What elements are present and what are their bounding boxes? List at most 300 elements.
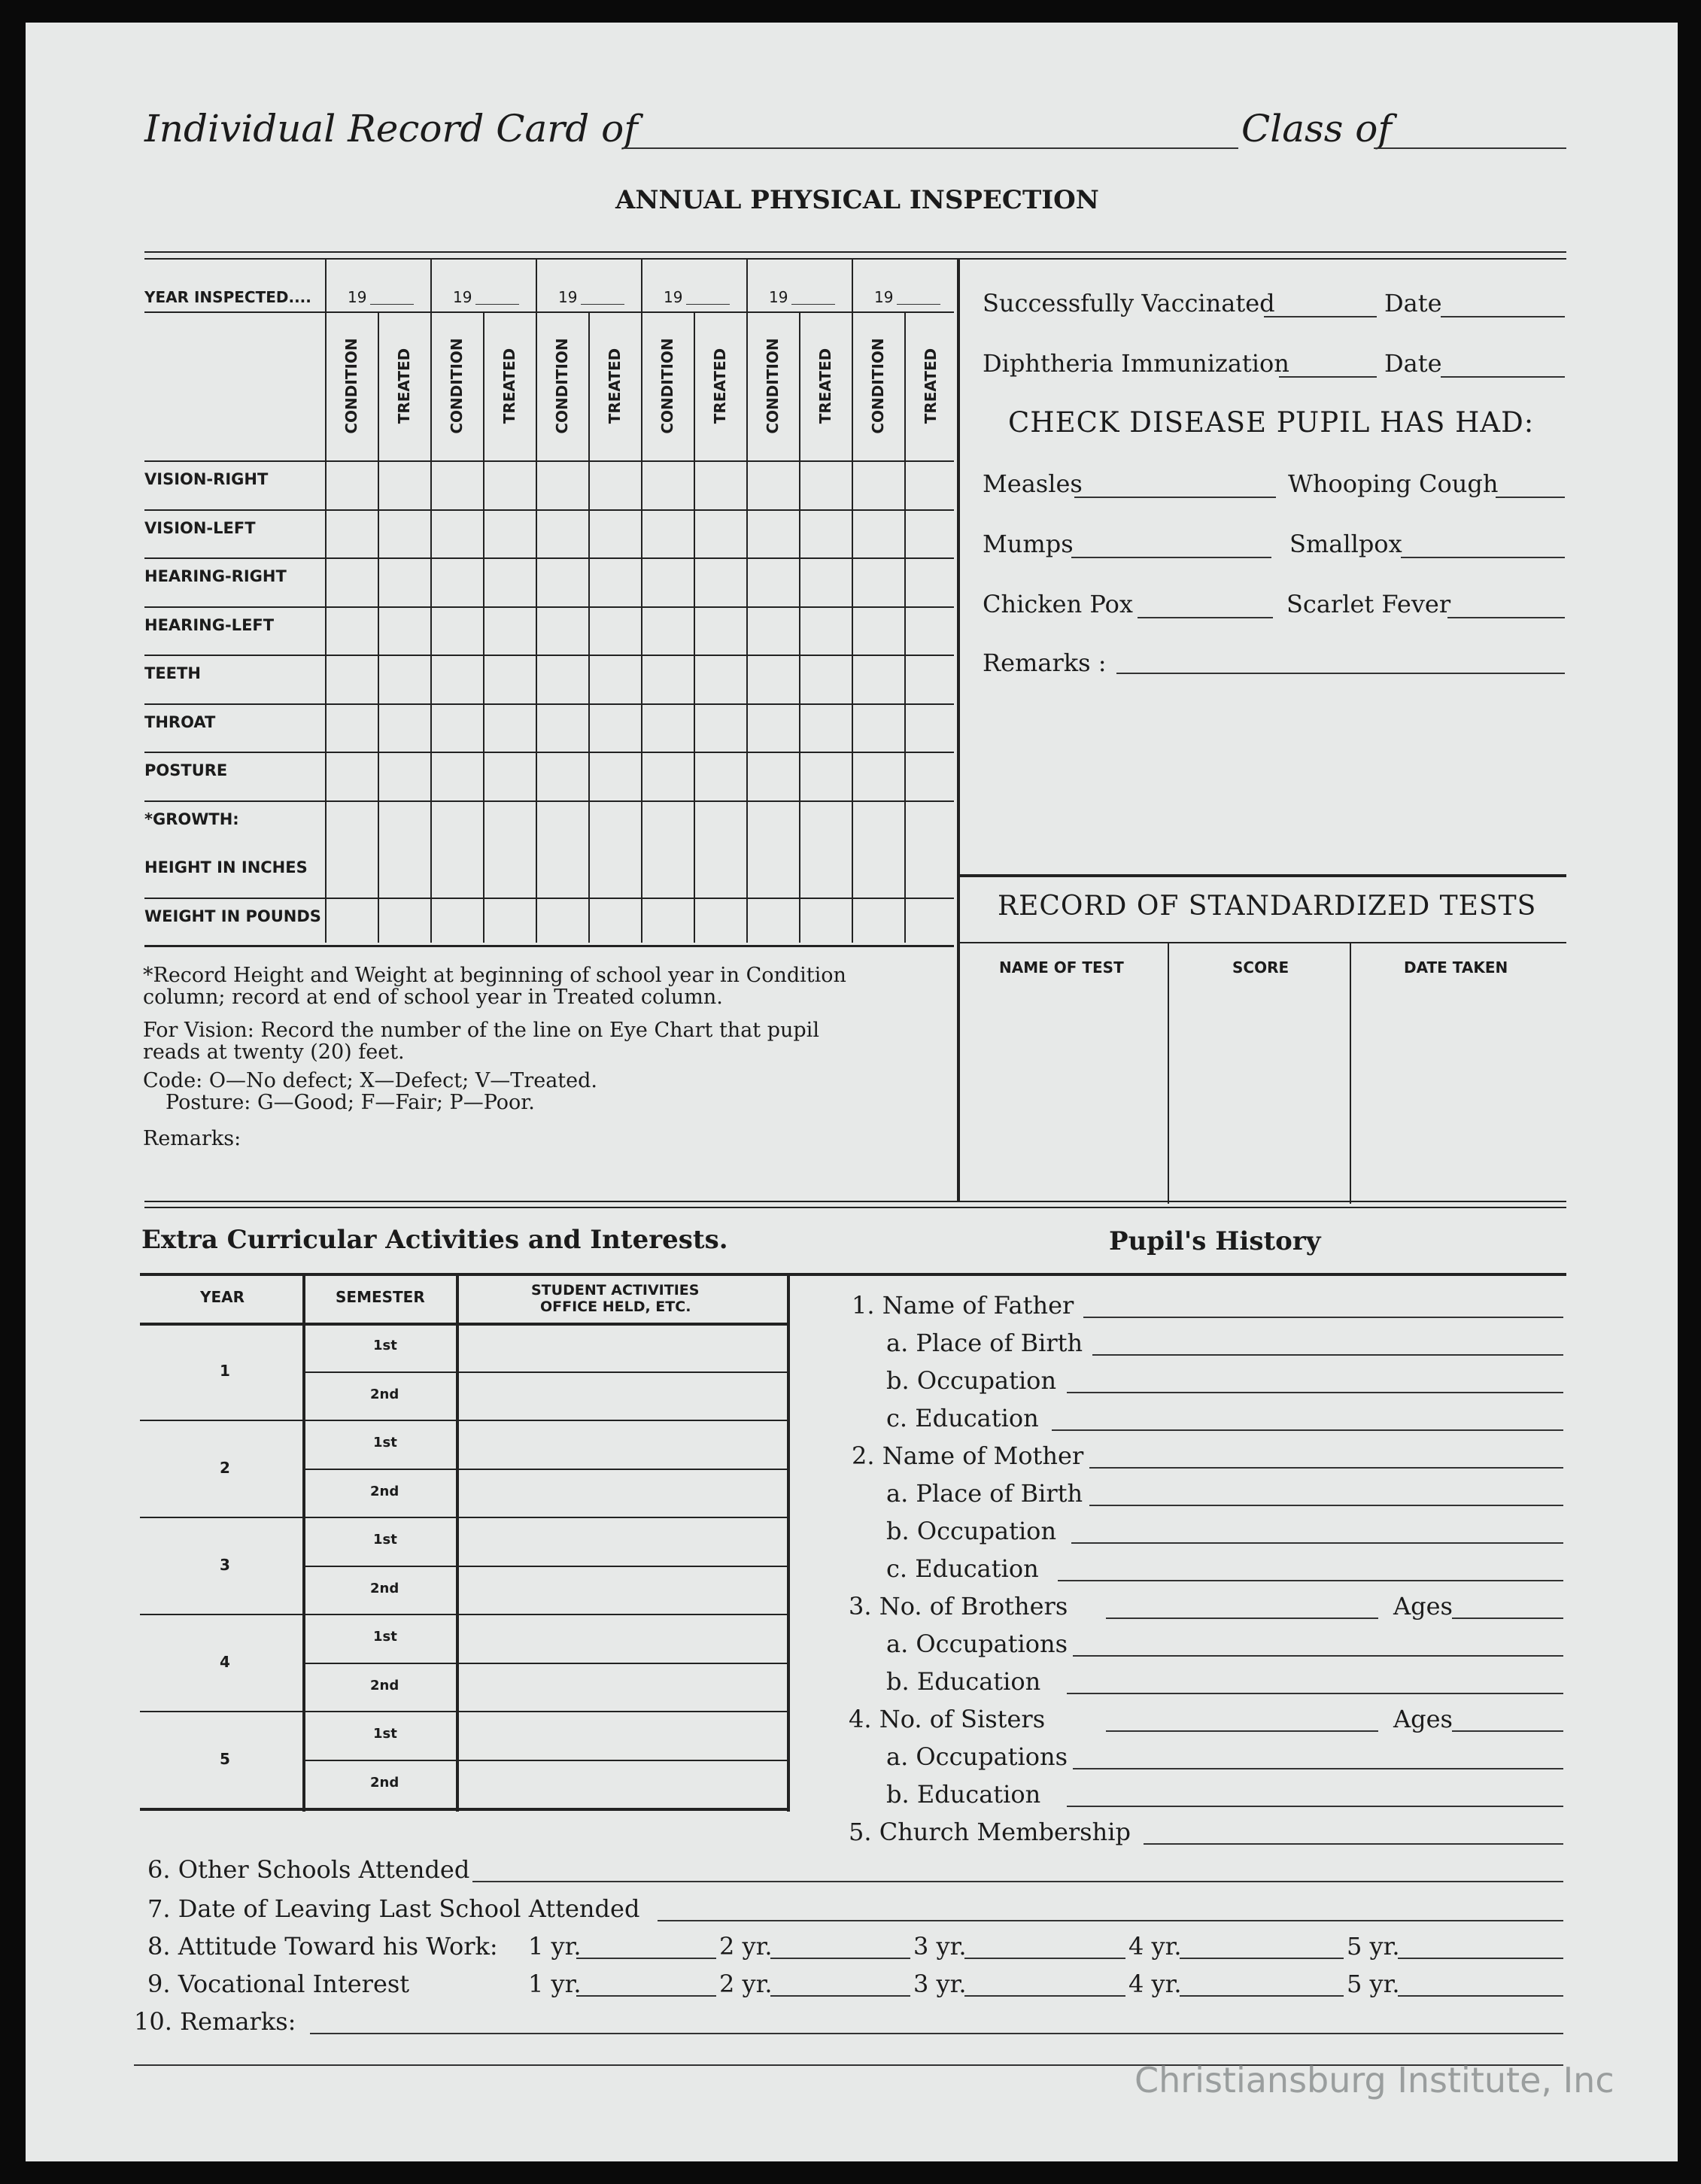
history-i3-field[interactable] xyxy=(1106,1617,1378,1619)
inspection-cell[interactable] xyxy=(536,801,588,849)
inspection-cell[interactable] xyxy=(800,801,851,849)
col-activities-2: OFFICE HELD, ETC. xyxy=(540,1299,691,1315)
activity-year: 3 xyxy=(220,1556,230,1574)
inspection-row-label: POSTURE xyxy=(144,761,228,779)
measles-field[interactable] xyxy=(1074,497,1276,498)
inspection-cell[interactable] xyxy=(326,704,377,752)
year-field[interactable] xyxy=(370,304,414,305)
inspection-cell[interactable] xyxy=(642,801,693,849)
inspection-cell[interactable] xyxy=(694,461,746,509)
inspection-cell[interactable] xyxy=(431,461,482,509)
year-field[interactable] xyxy=(1398,1958,1563,1959)
inspection-cell[interactable] xyxy=(905,655,956,703)
inspection-cell[interactable] xyxy=(642,849,693,897)
watermark: Christiansburg Institute, Inc xyxy=(1135,2060,1614,2100)
inspection-cell[interactable] xyxy=(694,849,746,897)
semester-1st: 1st xyxy=(373,1338,397,1353)
inspection-cell[interactable] xyxy=(484,801,535,849)
semester-1st: 1st xyxy=(373,1435,397,1450)
history-i1-label: 1. Name of Father xyxy=(852,1291,1074,1320)
inspection-note: reads at twenty (20) feet. xyxy=(143,1040,405,1064)
inspection-cell[interactable] xyxy=(905,752,956,800)
student-name-line[interactable] xyxy=(623,147,1238,149)
history-i2b-label: b. Occupation xyxy=(886,1517,1057,1545)
inspection-cell[interactable] xyxy=(905,607,956,655)
tests-col-date: DATE TAKEN xyxy=(1404,958,1508,977)
scarlet-field[interactable] xyxy=(1447,617,1565,618)
inspection-cell[interactable] xyxy=(484,752,535,800)
check-disease-title: CHECK DISEASE PUPIL HAS HAD: xyxy=(1008,406,1535,439)
inspection-cell[interactable] xyxy=(378,461,430,509)
inspection-cell[interactable] xyxy=(800,849,851,897)
inspection-cell[interactable] xyxy=(852,704,904,752)
tests-name-area[interactable] xyxy=(961,986,1165,1196)
inspection-cell[interactable] xyxy=(378,704,430,752)
inspection-cell[interactable] xyxy=(694,801,746,849)
year-4-label: 4 yr. xyxy=(1128,1932,1182,1961)
tests-score-area[interactable] xyxy=(1171,986,1347,1196)
inspection-cell[interactable] xyxy=(378,510,430,557)
inspection-row-label: WEIGHT IN POUNDS xyxy=(144,907,321,925)
inspection-cell[interactable] xyxy=(589,461,640,509)
inspection-note: For Vision: Record the number of the line on Eye Chart that pupil xyxy=(143,1019,819,1042)
history-i4b-field[interactable] xyxy=(1067,1806,1563,1807)
inspection-cell[interactable] xyxy=(747,752,798,800)
inspection-cell[interactable] xyxy=(642,752,693,800)
treated-header: TREATED xyxy=(500,348,518,424)
inspection-cell[interactable] xyxy=(536,752,588,800)
inspection-cell[interactable] xyxy=(326,752,377,800)
tests-date-area[interactable] xyxy=(1353,986,1563,1196)
year-field[interactable] xyxy=(1180,1995,1344,1997)
year-5-label: 5 yr. xyxy=(1347,1970,1400,1998)
year-2-label: 2 yr. xyxy=(719,1932,773,1961)
year-field[interactable] xyxy=(576,1958,716,1959)
inspection-cell[interactable] xyxy=(484,898,535,946)
inspection-cell[interactable] xyxy=(378,655,430,703)
semester-2nd: 2nd xyxy=(370,1483,399,1499)
inspection-cell[interactable] xyxy=(326,510,377,557)
inspection-cell[interactable] xyxy=(642,655,693,703)
inspection-cell[interactable] xyxy=(747,655,798,703)
treated-header: TREATED xyxy=(606,348,624,424)
inspection-cell[interactable] xyxy=(536,461,588,509)
page-title: ANNUAL PHYSICAL INSPECTION xyxy=(615,185,1099,215)
activity-cell[interactable] xyxy=(459,1470,784,1516)
activity-cell[interactable] xyxy=(459,1518,784,1564)
inspection-cell[interactable] xyxy=(852,607,904,655)
whooping-field[interactable] xyxy=(1496,497,1565,498)
year-field[interactable] xyxy=(897,304,940,305)
inspection-cell[interactable] xyxy=(905,704,956,752)
top-rule xyxy=(144,251,1566,253)
measles-label: Measles xyxy=(983,469,1083,498)
inspection-cell[interactable] xyxy=(378,558,430,606)
inspection-cell[interactable] xyxy=(484,461,535,509)
inspection-cell[interactable] xyxy=(378,801,430,849)
inspection-cell[interactable] xyxy=(431,752,482,800)
inspection-cell[interactable] xyxy=(800,558,851,606)
inspection-cell[interactable] xyxy=(536,558,588,606)
inspection-cell[interactable] xyxy=(589,655,640,703)
inspection-cell[interactable] xyxy=(326,558,377,606)
activity-year: 2 xyxy=(220,1459,230,1477)
inspection-cell[interactable] xyxy=(431,607,482,655)
semester-1st: 1st xyxy=(373,1532,397,1548)
item8-label: 8. Attitude Toward his Work: xyxy=(147,1932,498,1961)
inspection-note: Posture: G—Good; F—Fair; P—Poor. xyxy=(166,1091,535,1114)
history-i2c-label: c. Education xyxy=(886,1554,1039,1583)
inspection-cell[interactable] xyxy=(378,849,430,897)
col-semester: SEMESTER xyxy=(336,1288,425,1306)
inspection-cell[interactable] xyxy=(378,898,430,946)
smallpox-label: Smallpox xyxy=(1289,530,1402,558)
col-activities-1: STUDENT ACTIVITIES xyxy=(531,1282,700,1299)
inspection-cell[interactable] xyxy=(536,510,588,557)
inspection-cell[interactable] xyxy=(326,801,377,849)
mumps-label: Mumps xyxy=(983,530,1074,558)
year-19-label: 19 xyxy=(769,288,788,306)
year-4-label: 4 yr. xyxy=(1128,1970,1182,1998)
year-field[interactable] xyxy=(964,1958,1125,1959)
inspection-cell[interactable] xyxy=(642,510,693,557)
inspection-cell[interactable] xyxy=(694,704,746,752)
inspection-cell[interactable] xyxy=(431,558,482,606)
year-1-label: 1 yr. xyxy=(528,1932,582,1961)
activity-year: 4 xyxy=(220,1653,230,1671)
ages-field[interactable] xyxy=(1452,1617,1563,1619)
inspection-cell[interactable] xyxy=(747,704,798,752)
year-line xyxy=(140,1808,787,1811)
history-title: Pupil's History xyxy=(1109,1226,1321,1256)
mumps-field[interactable] xyxy=(1071,557,1271,558)
inspection-cell[interactable] xyxy=(536,704,588,752)
history-i3-label: 3. No. of Brothers xyxy=(849,1592,1068,1621)
history-i2b-field[interactable] xyxy=(1071,1542,1563,1544)
year-19-label: 19 xyxy=(348,288,367,306)
year-field[interactable] xyxy=(475,304,519,305)
inspection-cell[interactable] xyxy=(536,607,588,655)
year-19-label: 19 xyxy=(664,288,683,306)
semester-2nd: 2nd xyxy=(370,1774,399,1791)
item6-label: 6. Other Schools Attended xyxy=(147,1855,470,1884)
inspection-cell[interactable] xyxy=(694,655,746,703)
tests-title: RECORD OF STANDARDIZED TESTS xyxy=(998,891,1537,922)
top-rule-2 xyxy=(144,258,1566,260)
chicken-label: Chicken Pox xyxy=(983,590,1133,618)
tests-col-name: NAME OF TEST xyxy=(999,958,1124,977)
inspection-cell[interactable] xyxy=(536,849,588,897)
year-field[interactable] xyxy=(964,1995,1125,1997)
item6-field[interactable] xyxy=(472,1881,1563,1882)
inspection-cell[interactable] xyxy=(852,898,904,946)
ages-label: Ages xyxy=(1393,1592,1453,1621)
history-i1b-field[interactable] xyxy=(1067,1392,1563,1393)
activity-cell[interactable] xyxy=(459,1615,784,1661)
history-i2c-field[interactable] xyxy=(1058,1580,1563,1581)
treated-header: TREATED xyxy=(922,348,940,424)
inspection-cell[interactable] xyxy=(905,801,956,849)
inspection-cell[interactable] xyxy=(484,607,535,655)
year-field[interactable] xyxy=(1398,1995,1563,1997)
inspection-row-label: VISION-LEFT xyxy=(144,518,256,537)
group-divider xyxy=(957,258,960,1202)
inspection-cell[interactable] xyxy=(800,461,851,509)
inspection-cell[interactable] xyxy=(852,461,904,509)
inspection-cell[interactable] xyxy=(431,510,482,557)
history-i2a-field[interactable] xyxy=(1089,1505,1563,1506)
inspection-cell[interactable] xyxy=(800,607,851,655)
inspection-cell[interactable] xyxy=(431,655,482,703)
year-field[interactable] xyxy=(1180,1958,1344,1959)
year-2-label: 2 yr. xyxy=(719,1970,773,1998)
ages-field[interactable] xyxy=(1452,1730,1563,1732)
inspection-cell[interactable] xyxy=(800,655,851,703)
year-field[interactable] xyxy=(770,1958,910,1959)
activity-cell[interactable] xyxy=(459,1421,784,1467)
inspection-cell[interactable] xyxy=(378,607,430,655)
year-field[interactable] xyxy=(686,304,730,305)
history-i2-field[interactable] xyxy=(1089,1467,1563,1469)
inspection-row-label: HEIGHT IN INCHES xyxy=(144,858,308,876)
activity-cell[interactable] xyxy=(459,1567,784,1613)
inspection-cell[interactable] xyxy=(431,849,482,897)
condition-header: CONDITION xyxy=(342,338,360,434)
condition-header: CONDITION xyxy=(658,338,676,434)
inspection-cell[interactable] xyxy=(536,898,588,946)
inspection-cell[interactable] xyxy=(484,704,535,752)
activities-title: Extra Curricular Activities and Interests. xyxy=(141,1225,728,1255)
inspection-cell[interactable] xyxy=(905,510,956,557)
year-inspected-label: YEAR INSPECTED.... xyxy=(144,288,311,306)
inspection-cell[interactable] xyxy=(694,510,746,557)
history-i3a-field[interactable] xyxy=(1073,1655,1563,1657)
smallpox-field[interactable] xyxy=(1401,557,1565,558)
middle-rule-2 xyxy=(144,1207,1566,1208)
tests-col-score: SCORE xyxy=(1232,958,1289,977)
inspection-cell[interactable] xyxy=(694,558,746,606)
activity-cell[interactable] xyxy=(459,1712,784,1758)
history-i4b-label: b. Education xyxy=(886,1780,1041,1809)
year-19-label: 19 xyxy=(558,288,578,306)
year-sem-divider xyxy=(302,1274,305,1812)
year-field[interactable] xyxy=(576,1995,716,1997)
year-19-label: 19 xyxy=(874,288,894,306)
year-19-label: 19 xyxy=(453,288,472,306)
item10-field[interactable] xyxy=(310,2033,1563,2034)
inspection-cell[interactable] xyxy=(589,801,640,849)
inspection-row-label: THROAT xyxy=(144,712,216,731)
inspection-cell[interactable] xyxy=(642,607,693,655)
inspection-row-label: TEETH xyxy=(144,664,201,682)
history-i3a-label: a. Occupations xyxy=(886,1630,1068,1658)
inspection-cell[interactable] xyxy=(326,461,377,509)
class-of-line[interactable] xyxy=(1374,147,1566,149)
inspection-cell[interactable] xyxy=(589,752,640,800)
activities-top-rule xyxy=(140,1273,787,1276)
history-i2a-label: a. Place of Birth xyxy=(886,1479,1083,1508)
history-i4a-field[interactable] xyxy=(1073,1768,1563,1769)
inspection-cell[interactable] xyxy=(642,461,693,509)
condition-header: CONDITION xyxy=(448,338,466,434)
activity-cell[interactable] xyxy=(459,1761,784,1807)
inspection-cell[interactable] xyxy=(694,607,746,655)
inspection-cell[interactable] xyxy=(431,898,482,946)
inspection-cell[interactable] xyxy=(905,898,956,946)
whooping-label: Whooping Cough xyxy=(1288,469,1499,498)
condition-header: CONDITION xyxy=(869,338,887,434)
inspection-cell[interactable] xyxy=(589,607,640,655)
ages-label: Ages xyxy=(1393,1705,1453,1733)
inspection-cell[interactable] xyxy=(800,898,851,946)
history-i1c-field[interactable] xyxy=(1052,1429,1563,1431)
history-top-rule xyxy=(787,1273,1566,1276)
history-i1b-label: b. Occupation xyxy=(886,1366,1057,1395)
inspection-cell[interactable] xyxy=(431,704,482,752)
inspection-cell[interactable] xyxy=(589,704,640,752)
tests-col-divider xyxy=(1350,943,1351,1204)
year-field[interactable] xyxy=(581,304,624,305)
table-bottom-line xyxy=(144,945,954,946)
date-label: Date xyxy=(1384,349,1442,378)
year-1-label: 1 yr. xyxy=(528,1970,582,1998)
inspection-cell[interactable] xyxy=(747,801,798,849)
history-i5-field[interactable] xyxy=(1144,1843,1563,1845)
diphtheria-field[interactable] xyxy=(1279,376,1377,378)
inspection-cell[interactable] xyxy=(589,558,640,606)
inspection-cell[interactable] xyxy=(905,849,956,897)
inspection-cell[interactable] xyxy=(484,558,535,606)
activity-year: 5 xyxy=(220,1750,230,1768)
inspection-note: column; record at end of school year in Treated column. xyxy=(143,986,723,1009)
history-i1c-label: c. Education xyxy=(886,1404,1039,1432)
inspection-cell[interactable] xyxy=(484,655,535,703)
activity-cell[interactable] xyxy=(459,1373,784,1419)
date-label: Date xyxy=(1384,289,1442,317)
inspection-cell[interactable] xyxy=(484,849,535,897)
item7-label: 7. Date of Leaving Last School Attended xyxy=(147,1894,640,1923)
year-field[interactable] xyxy=(791,304,835,305)
tests-header-rule xyxy=(957,942,1566,943)
year-5-label: 5 yr. xyxy=(1347,1932,1400,1961)
activity-cell[interactable] xyxy=(459,1324,784,1370)
diphtheria-label: Diphtheria Immunization xyxy=(983,349,1289,378)
inspection-cell[interactable] xyxy=(852,801,904,849)
inspection-cell[interactable] xyxy=(905,461,956,509)
inspection-cell[interactable] xyxy=(800,704,851,752)
inspection-cell[interactable] xyxy=(852,655,904,703)
inspection-cell[interactable] xyxy=(642,558,693,606)
inspection-cell[interactable] xyxy=(852,558,904,606)
activities-right-border xyxy=(787,1274,790,1812)
history-i5-label: 5. Church Membership xyxy=(849,1818,1131,1846)
inspection-cell[interactable] xyxy=(852,849,904,897)
treated-header: TREATED xyxy=(816,348,834,424)
semester-2nd: 2nd xyxy=(370,1386,399,1402)
inspection-cell[interactable] xyxy=(536,655,588,703)
history-i1a-label: a. Place of Birth xyxy=(886,1329,1083,1357)
inspection-note: *Record Height and Weight at beginning of school year in Condition xyxy=(143,964,846,987)
history-i4-field[interactable] xyxy=(1106,1730,1378,1732)
item7-field[interactable] xyxy=(658,1920,1563,1921)
treated-header: TREATED xyxy=(395,348,413,424)
inspection-cell[interactable] xyxy=(747,849,798,897)
col-year: YEAR xyxy=(200,1288,245,1306)
history-i1-field[interactable] xyxy=(1083,1317,1563,1318)
history-i4-label: 4. No. of Sisters xyxy=(849,1705,1046,1733)
year-3-label: 3 yr. xyxy=(913,1932,967,1961)
semester-2nd: 2nd xyxy=(370,1580,399,1596)
scarlet-label: Scarlet Fever xyxy=(1286,590,1451,618)
year-row-line xyxy=(144,311,954,313)
treated-header: TREATED xyxy=(711,348,729,424)
inspection-cell[interactable] xyxy=(694,752,746,800)
inspection-cell[interactable] xyxy=(326,655,377,703)
inspection-cell[interactable] xyxy=(589,510,640,557)
inspection-cell[interactable] xyxy=(852,510,904,557)
inspection-cell[interactable] xyxy=(747,558,798,606)
inspection-cell[interactable] xyxy=(852,752,904,800)
inspection-cell[interactable] xyxy=(326,898,377,946)
history-i4a-label: a. Occupations xyxy=(886,1742,1068,1771)
inspection-cell[interactable] xyxy=(326,849,377,897)
inspection-cell[interactable] xyxy=(589,849,640,897)
inspection-cell[interactable] xyxy=(484,510,535,557)
inspection-cell[interactable] xyxy=(431,801,482,849)
inspection-cell[interactable] xyxy=(800,510,851,557)
inspection-row-label: VISION-RIGHT xyxy=(144,470,269,488)
activity-cell[interactable] xyxy=(459,1664,784,1710)
health-remarks-label: Remarks : xyxy=(983,649,1107,677)
semester-1st: 1st xyxy=(373,1629,397,1645)
inspection-cell[interactable] xyxy=(747,461,798,509)
semester-2nd: 2nd xyxy=(370,1677,399,1693)
chicken-field[interactable] xyxy=(1138,617,1273,618)
inspection-cell[interactable] xyxy=(747,510,798,557)
inspection-cell[interactable] xyxy=(589,898,640,946)
year-3-label: 3 yr. xyxy=(913,1970,967,1998)
tests-top-rule xyxy=(957,874,1566,877)
inspection-row-label: *GROWTH: xyxy=(144,810,239,828)
condition-header: CONDITION xyxy=(553,338,571,434)
vaccinated-field[interactable] xyxy=(1264,316,1377,317)
inspection-cell[interactable] xyxy=(905,558,956,606)
date-field[interactable] xyxy=(1441,316,1565,317)
inspection-cell[interactable] xyxy=(326,607,377,655)
health-remarks-field[interactable] xyxy=(1116,673,1565,674)
history-i3b-label: b. Education xyxy=(886,1667,1041,1696)
inspection-cell[interactable] xyxy=(694,898,746,946)
inspection-note: Remarks: xyxy=(143,1127,241,1150)
record-card-label: Individual Record Card of xyxy=(144,107,638,150)
condition-header: CONDITION xyxy=(764,338,782,434)
inspection-cell[interactable] xyxy=(642,704,693,752)
inspection-cell[interactable] xyxy=(378,752,430,800)
inspection-cell[interactable] xyxy=(747,607,798,655)
year-field[interactable] xyxy=(770,1995,910,1997)
history-i1a-field[interactable] xyxy=(1092,1354,1563,1356)
date-field[interactable] xyxy=(1441,376,1565,378)
inspection-cell[interactable] xyxy=(642,898,693,946)
vaccinated-label: Successfully Vaccinated xyxy=(983,289,1275,317)
inspection-cell[interactable] xyxy=(747,898,798,946)
inspection-cell[interactable] xyxy=(800,752,851,800)
history-i3b-field[interactable] xyxy=(1067,1693,1563,1694)
tests-col-divider xyxy=(1168,943,1169,1204)
inspection-row-label: HEARING-RIGHT xyxy=(144,567,287,585)
inspection-note: Code: O—No defect; X—Defect; V—Treated. xyxy=(143,1069,597,1092)
item9-label: 9. Vocational Interest xyxy=(147,1970,410,1998)
